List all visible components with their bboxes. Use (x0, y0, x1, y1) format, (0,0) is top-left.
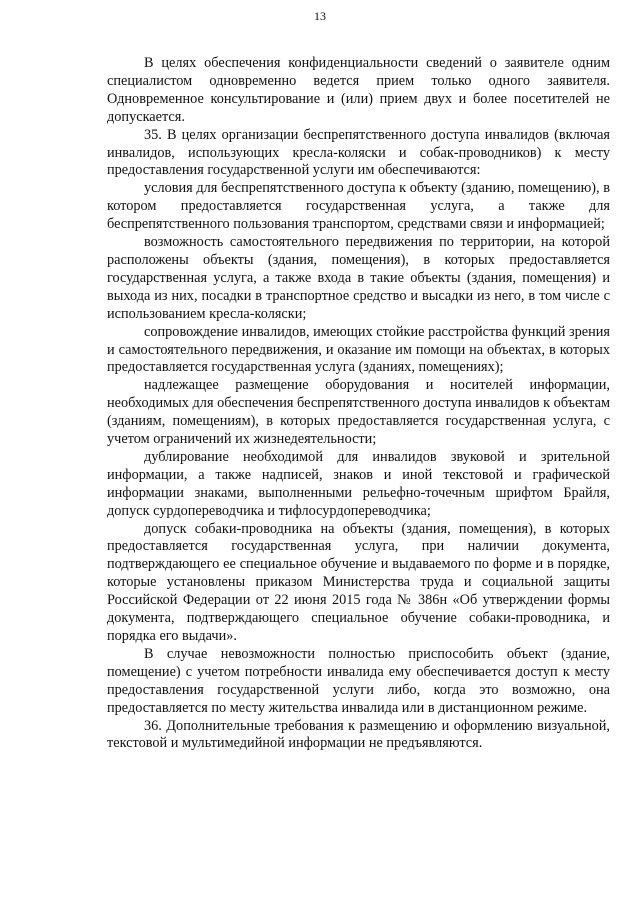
paragraph-access-conditions: условия для беспрепятственного доступа к объекту (зданию, помещению), в котором предоставляется государственная услуга, а также для беспрепятственного пользования транспортом, средствами связи и информацией; (107, 180, 610, 233)
paragraph-escort: сопровождение инвалидов, имеющих стойкие расстройства функций зрения и самостоятельного передвижения, и оказание им помощи на объектах, в которых предоставляется государственная услуга (зданиях, помещениях); (107, 323, 610, 376)
paragraph-equipment-placement: надлежащее размещение оборудования и носителей информации, необходимых для обеспечения беспрепятственного доступа инвалидов к объектам (зданиям, помещениям), в которых предоставляется государственная услуга, с учетом ограничений их жизнедеятельности; (107, 377, 610, 448)
paragraph-guide-dog: допуск собаки-проводника на объекты (здания, помещения), в которых предоставляется государственная услуга, при наличии документа, подтверждающего ее специальное обучение и выдаваемого по форме и в порядке, которые установлены приказом Министерства труда и социальной защиты Российской Федерации от 22 июня 2015 года № 386н «Об утверждении формы документа, подтверждающего специальное обучение собаки-проводника, и порядка его выдачи». (107, 520, 610, 644)
paragraph-item-36: 36. Дополнительные требования к размещению и оформлению визуальной, текстовой и мультимедийной информации не предъявляются. (107, 717, 610, 752)
paragraph-movement: возможность самостоятельного передвижения по территории, на которой расположены объекты (здания, помещения), в которых предоставляется государственная услуга, а также входа в такие объекты (здания, помещения) и выхода из них, посадки в транспортное средство и высадки из него, в том числе с использованием кресла-коляски; (107, 234, 610, 322)
paragraph-item-35: 35. В целях организации беспрепятственного доступа инвалидов (включая инвалидов, использующих кресла-коляски и собак-проводников) к месту предоставления государственной услуги им обеспечиваются: (107, 126, 610, 179)
paragraph-impossibility: В случае невозможности полностью приспособить объект (здание, помещение) с учетом потребности инвалида ему обеспечивается доступ к месту предоставления государственной услуги либо, когда это возможно, она предоставляется по месту жительства инвалида или в дистанционном режиме. (107, 645, 610, 716)
document-body (107, 55, 610, 753)
paragraph-confidentiality: В целях обеспечения конфиденциальности сведений о заявителе одним специалистом одновременно ведется прием только одного заявителя. Одновременное консультирование и (или) прием двух и более посетителей не допускается. (107, 55, 610, 125)
page-number: 13 (314, 9, 326, 23)
paragraph-duplication: дублирование необходимой для инвалидов звуковой и зрительной информации, а также надписей, знаков и иной текстовой и графической информации знаками, выполненными рельефно-точечным шрифтом Брайля, допуск сурдопереводчика и тифлосурдопереводчика; (107, 448, 610, 519)
